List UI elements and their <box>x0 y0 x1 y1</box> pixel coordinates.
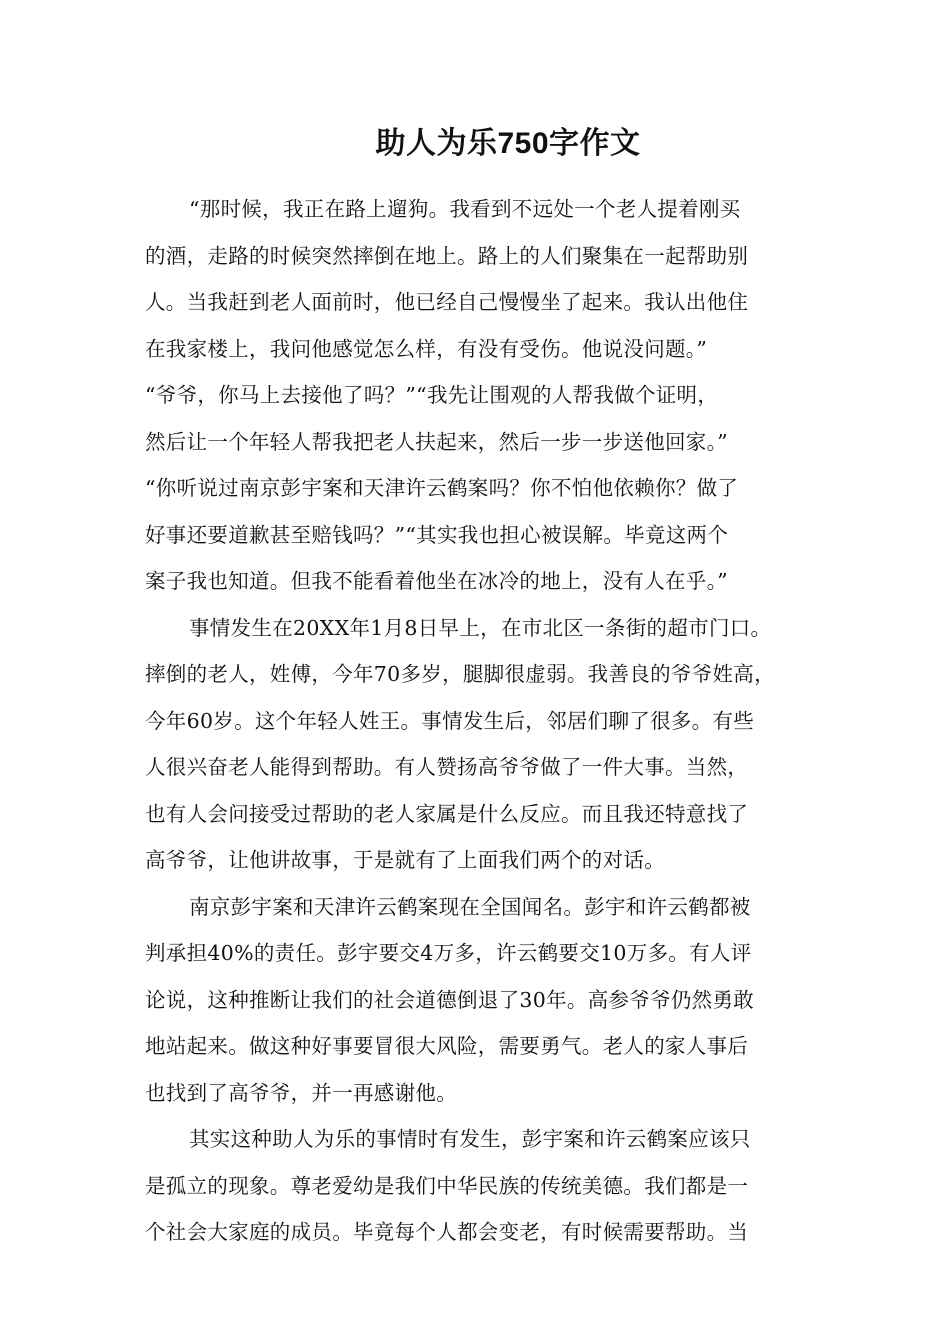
document-body <box>145 186 810 1256</box>
text-line: 好事还要道歉甚至赔钱吗？”“其实我也担心被误解。毕竟这两个 <box>145 522 729 547</box>
document-title: 助人为乐750字作文 <box>375 127 641 160</box>
text-line: 也找到了高爷爷，并一再感谢他。 <box>145 1080 457 1105</box>
text-line: 摔倒的老人，姓傅，今年70多岁，腿脚很虚弱。我善良的爷爷姓高， <box>145 662 775 686</box>
text-line: 今年60岁。这个年轻人姓王。事情发生后，邻居们聊了很多。有些 <box>145 708 755 733</box>
text-line: 也有人会问接受过帮助的老人家属是什么反应。而且我还特意找了 <box>145 801 749 826</box>
text-line: “那时候，我正在路上遛狗。我看到不远处一个老人提着刚买 <box>189 197 741 221</box>
text-line: 地站起来。做这种好事要冒很大风险，需要勇气。老人的家人事后 <box>145 1034 749 1058</box>
text-line: 人很兴奋老人能得到帮助。有人赞扬高爷爷做了一件大事。当然， <box>145 755 749 779</box>
text-line: 判承担40%的责任。彭宇要交4万多，许云鹤要交10万多。有人评 <box>145 941 752 965</box>
text-line: 案子我也知道。但我不能看着他坐在冰冷的地上，没有人在乎。” <box>145 569 728 593</box>
text-line: 然后让一个年轻人帮我把老人扶起来，然后一步一步送他回家。” <box>145 429 728 454</box>
text-line: 个社会大家庭的成员。毕竟每个人都会变老，有时候需要帮助。当 <box>145 1220 749 1244</box>
text-line: 南京彭宇案和天津许云鹤案现在全国闻名。彭宇和许云鹤都被 <box>189 894 751 919</box>
text-line: 在我家楼上，我问他感觉怎么样，有没有受伤。他说没问题。” <box>145 336 708 361</box>
text-line: 的酒，走路的时候突然摔倒在地上。路上的人们聚集在一起帮助别 <box>145 243 749 268</box>
text-line: 人。当我赶到老人面前时，他已经自己慢慢坐了起来。我认出他住 <box>145 290 749 314</box>
text-line: “你听说过南京彭宇案和天津许云鹤案吗？你不怕他依赖你？做了 <box>145 476 739 500</box>
text-line: 是孤立的现象。尊老爱幼是我们中华民族的传统美德。我们都是一 <box>145 1173 749 1198</box>
text-line: “爷爷，你马上去接他了吗？”“我先让围观的人帮我做个证明， <box>145 383 719 407</box>
text-line: 论说，这种推断让我们的社会道德倒退了30年。高参爷爷仍然勇敢 <box>145 987 755 1012</box>
text-line: 事情发生在20XX年1月8日早上，在市北区一条街的超市门口。 <box>189 615 772 640</box>
text-line: 其实这种助人为乐的事情时有发生，彭宇案和许云鹤案应该只 <box>189 1127 751 1151</box>
text-line: 高爷爷，让他讲故事，于是就有了上面我们两个的对话。 <box>145 848 665 872</box>
